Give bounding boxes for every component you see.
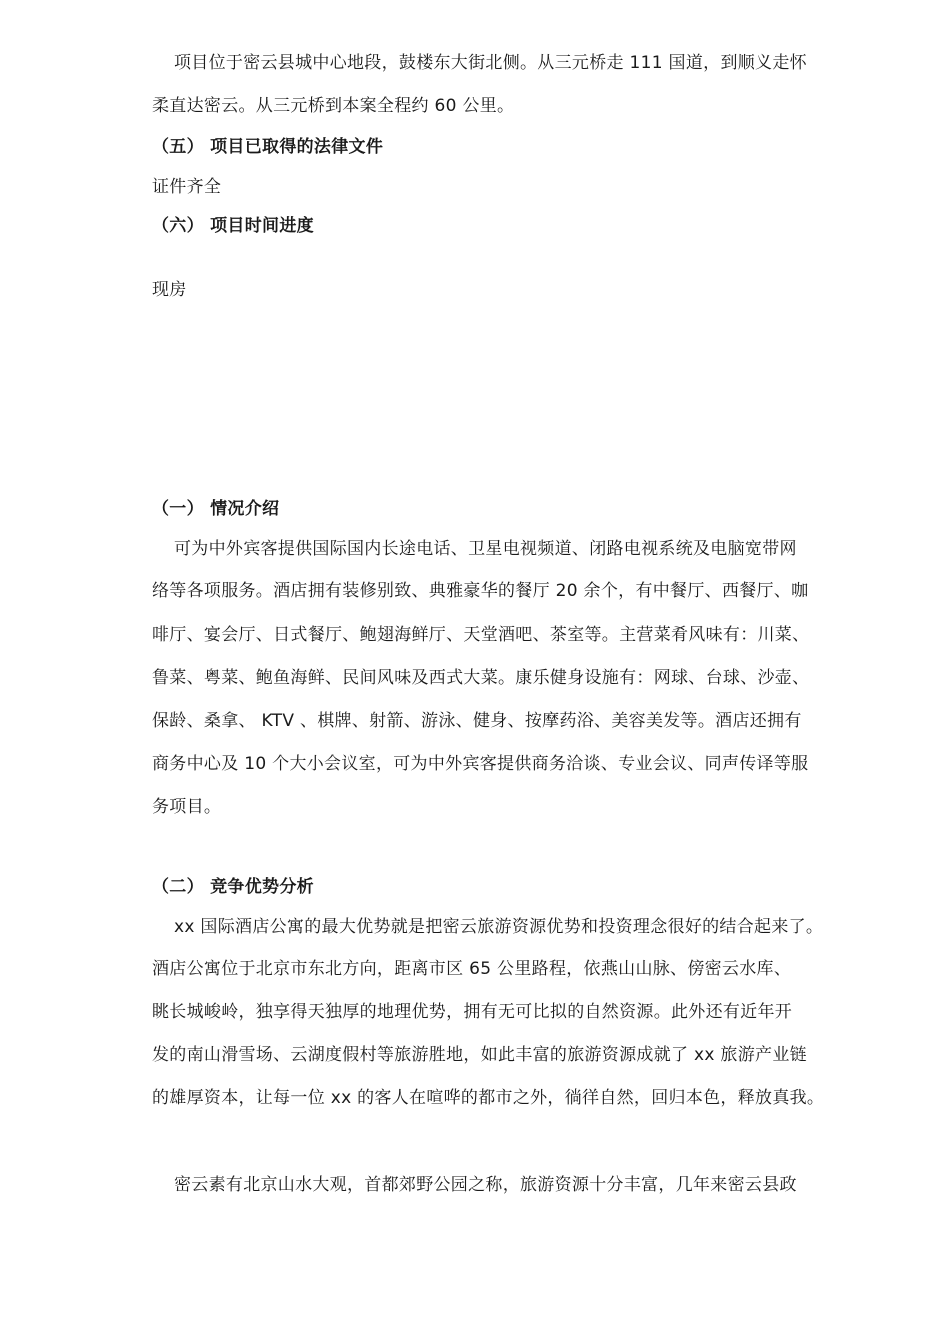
intro-line-5: 保龄、桑拿、 KTV 、棋牌、射箭、游泳、健身、按摩药浴、美容美发等。酒店还拥有 (152, 711, 802, 731)
advantage-line-2: 酒店公寓位于北京市东北方向，距离市区 65 公里路程，依燕山山脉、傍密云水库、 (152, 959, 792, 979)
location-line-2: 柔直达密云。从三元桥到本案全程约 60 公里。 (152, 96, 515, 116)
intro-line-2: 络等各项服务。酒店拥有装修别致、典雅豪华的餐厅 20 余个，有中餐厅、西餐厅、咖 (152, 581, 809, 601)
advantage-line-1: xx 国际酒店公寓的最大优势就是把密云旅游资源优势和投资理念很好的结合起来了。 (174, 917, 824, 937)
schedule-heading: （六） 项目时间进度 (152, 216, 314, 236)
schedule-text: 现房 (152, 280, 187, 300)
intro-line-1: 可为中外宾客提供国际国内长途电话、卫星电视频道、闭路电视系统及电脑宽带网 (174, 539, 797, 559)
location-line-1: 项目位于密云县城中心地段，鼓楼东大街北侧。从三元桥走 111 国道，到顺义走怀 (174, 53, 807, 73)
intro-line-6: 商务中心及 10 个大小会议室，可为中外宾客提供商务洽谈、专业会议、同声传译等服 (152, 754, 809, 774)
intro-line-3: 啡厅、宴会厅、日式餐厅、鲍翅海鲜厅、天堂酒吧、茶室等。主营菜肴风味有：川菜、 (152, 625, 810, 645)
miyun-line-1: 密云素有北京山水大观，首都郊野公园之称，旅游资源十分丰富，几年来密云县政 (174, 1175, 797, 1195)
intro-line-4: 鲁菜、粤菜、鲍鱼海鲜、民间风味及西式大菜。康乐健身设施有：网球、台球、沙壶、 (152, 668, 810, 688)
advantage-line-4: 发的南山滑雪场、云湖度假村等旅游胜地，如此丰富的旅游资源成就了 xx 旅游产业链 (152, 1045, 807, 1065)
intro-heading: （一） 情况介绍 (152, 499, 280, 519)
intro-line-7: 务项目。 (152, 797, 222, 817)
legal-text: 证件齐全 (152, 177, 222, 197)
legal-heading: （五） 项目已取得的法律文件 (152, 137, 384, 157)
advantage-heading: （二） 竞争优势分析 (152, 877, 314, 897)
advantage-line-5: 的雄厚资本，让每一位 xx 的客人在喧哗的都市之外，徜徉自然，回归本色，释放真我。 (152, 1088, 825, 1108)
advantage-line-3: 眺长城峻岭，独享得天独厚的地理优势，拥有无可比拟的自然资源。此外还有近年开 (152, 1002, 793, 1022)
